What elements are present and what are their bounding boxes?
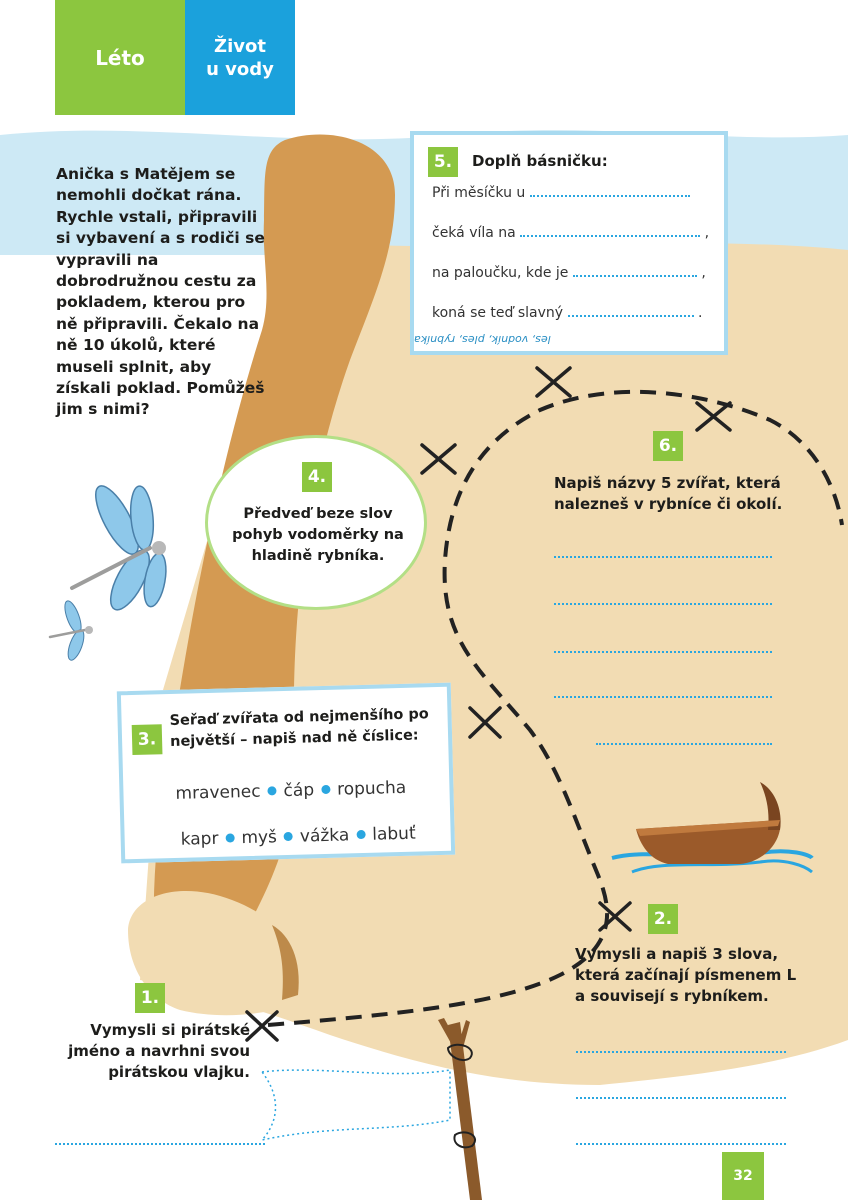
answer-blank[interactable] [520,234,700,237]
answer-line[interactable] [55,1142,265,1145]
task1-number: 1. [135,983,165,1013]
task6-number: 6. [653,431,683,461]
task4-circle [205,435,427,610]
answer-blank[interactable] [573,274,697,277]
answer-line[interactable] [576,1142,786,1145]
bullet-dot [321,784,330,793]
dragonfly-icon [72,480,170,615]
dragonfly-icon [50,599,93,662]
animal-word: ropucha [336,777,407,800]
task4-text: Předveď beze slov pohyb vodoměrky na hladině rybníka. [232,506,404,564]
animals-row-2 [180,824,415,850]
bullet-dot [225,833,234,842]
answer-blank[interactable] [568,314,694,317]
topic-tab: Život u vody [185,0,295,115]
page-number: 32 [722,1152,764,1200]
answer-line[interactable] [596,742,772,745]
animals-row-1 [175,778,406,804]
bullet-dot [284,831,293,840]
task3-box [117,683,455,864]
bullet-dot [356,829,365,838]
task1-text: Vymysli si pirátské jméno a navrhni svou pirátskou vlajku. [68,1021,250,1081]
answer-line[interactable] [576,1050,786,1053]
answer-line[interactable] [554,555,772,558]
task2-number: 2. [648,904,678,934]
animal-word: kapr [180,828,219,850]
animal-word: mravenec [175,781,261,804]
animal-word: vážka [299,825,350,847]
task4-number: 4. [302,462,332,492]
poem-line-2: čeká víla na , [432,225,710,241]
poem-line-3: na paloučku, kde je , [432,265,706,281]
animal-word: myš [241,827,278,849]
answer-blank[interactable] [530,194,690,197]
intro-text: Anička s Matějem se nemohli dočkat rána. Rychle vstali, připravili si vybavení a s rodiči se vypravili na dobrodružnou cestu za pokladem, kterou pro ně připravili. Čekalo na ně 10 úkolů, které museli splnit, aby získali poklad. Pomůžeš jim s nimi? [56,165,265,419]
task3-number: 3. [132,724,163,755]
poem-line-4: koná se teď slavný . [432,305,703,321]
task5-box [410,131,728,355]
task3-title: Seřaď zvířata od nejmenšího po největší – napiš nad ně číslice: [169,706,429,751]
answer-line[interactable] [554,695,772,698]
poem-line-1: Při měsíčku u [432,185,690,201]
answer-line[interactable] [554,650,772,653]
task6-text: Napiš názvy 5 zvířat, která nalezneš v rybníce či okolí. [554,474,783,513]
bullet-dot [267,786,276,795]
task5-title: Doplň básničku: [472,152,608,170]
season-tab: Léto [55,0,185,115]
animal-word: labuť [371,823,416,845]
answer-line[interactable] [576,1096,786,1099]
animal-word: čáp [283,780,315,802]
answer-key-mirrored: les, vodník, ples, rybníka [414,333,551,346]
task2-text: Vymysli a napiš 3 slova, která začínají písmenem L a souvisejí s rybníkem. [575,945,797,1005]
answer-line[interactable] [554,602,772,605]
task5-number: 5. [428,147,458,177]
